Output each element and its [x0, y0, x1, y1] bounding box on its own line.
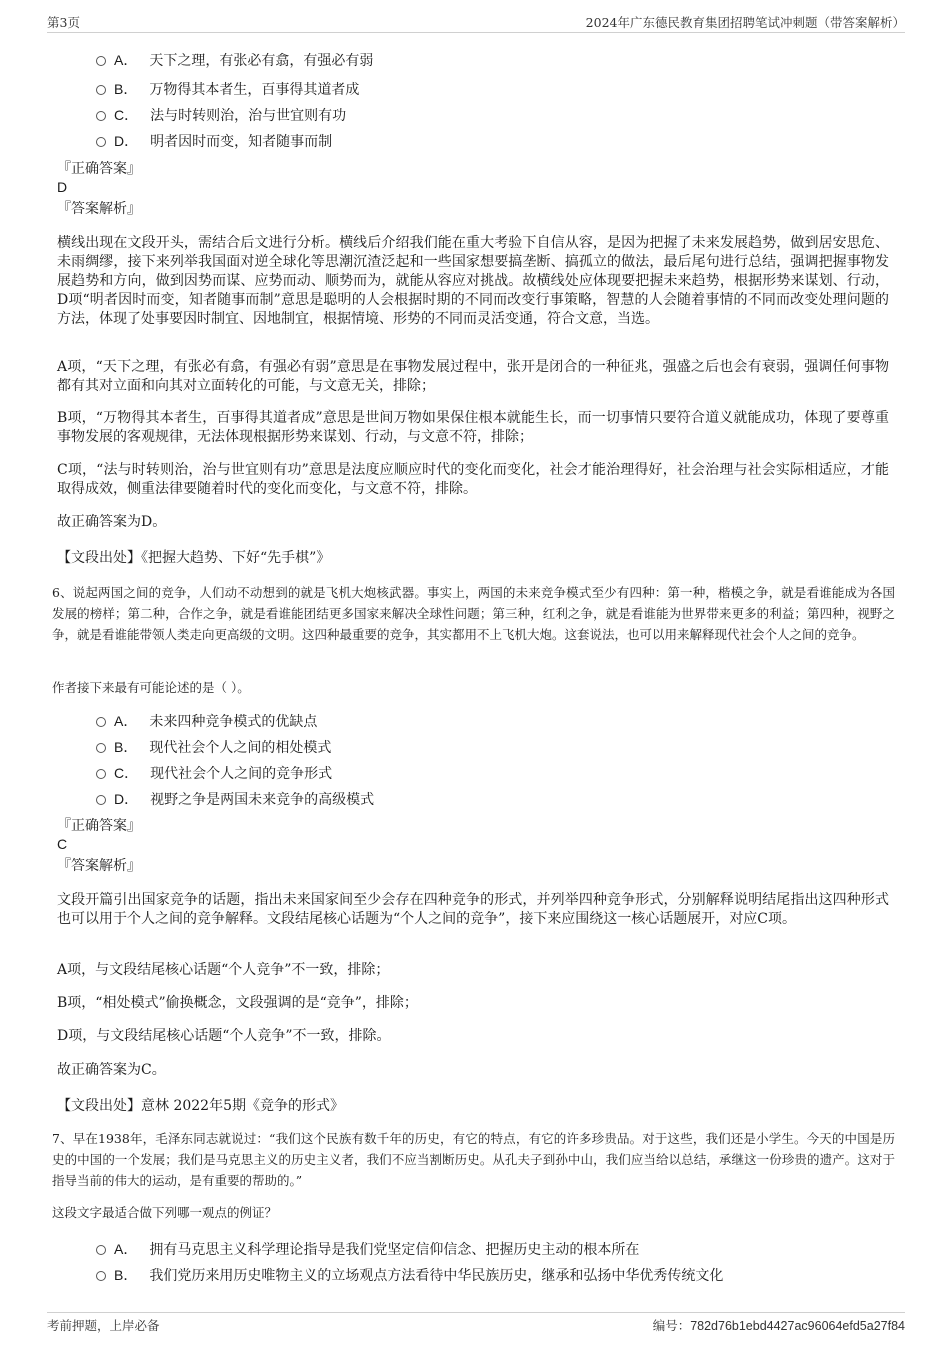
q5-analysis-a: A项，“天下之理，有张必有翕，有强必有弱”意思是在事物发展过程中，张开是闭合的一种征兆，强盛之后也会有衰弱，强调任何事物都有其对立面和向其对立面转化的可能，与文意无关，排除；	[57, 359, 889, 394]
footer-slogan: 考前押题，上岸必备	[47, 1318, 160, 1333]
q6-option-a[interactable]: A． 未来四种竞争模式的优缺点	[96, 711, 317, 732]
radio-icon[interactable]	[96, 56, 106, 66]
page-footer	[47, 1312, 905, 1337]
q6-analysis-main: 文段开篇引出国家竞争的话题，指出未来国家间至少会存在四种竞争的形式，并列举四种竞争形式，分别解释说明结尾指出这四种形式也可以用于个人之间的竞争解释。文段结尾核心话题为“个人之间的竞争”，接下来应围绕这一核心话题展开，对应C项。	[57, 892, 889, 927]
analysis-label: 『答案解析』	[57, 858, 141, 874]
q5-analysis-c: C项，“法与时转则治，治与世宜则有功”意思是法度应顺应时代的变化而变化，社会才能治理得好，社会治理与社会实际相适应，才能取得成效，侧重法律要随着时代的变化而变化，与文意不符，排除。	[57, 462, 889, 497]
q5-analysis-main: 横线出现在文段开头，需结合后文进行分析。横线后介绍我们能在重大考验下自信从容，是因为把握了未来发展趋势，做到居安思危、未雨绸缪，接下来列举我国面对逆全球化等思潮沉渣泛起和一些国家想要搞垄断、搞孤立的做法，最后尾句进行总结，强调把握事物发展趋势和方向，做到因势而谋、应势而动、顺势而为，就能从容应对挑战。故横线处应体现要把握未来趋势，根据形势来谋划、行动，D项“明者因时而变，知者随事而制”意思是聪明的人会根据时期的不同而改变行事策略，智慧的人会随着事情的不同而改变处理问题的方法，体现了处事要因时制宜、因地制宜，根据情境、形势的不同而灵活变通，符合文意，当选。	[57, 235, 889, 327]
q5-option-d[interactable]: D． 明者因时而变，知者随事而制	[96, 131, 332, 152]
radio-icon[interactable]	[96, 795, 106, 805]
q5-option-b[interactable]: B． 万物得其本者生，百事得其道者成	[96, 79, 359, 100]
q6-source: 【文段出处】意林 2022年5期《竞争的形式》	[57, 1098, 344, 1114]
q5-option-c[interactable]: C． 法与时转则治，治与世宜则有功	[96, 105, 346, 126]
correct-answer-label: 『正确答案』	[57, 161, 141, 177]
page-number: 第3页	[47, 15, 80, 30]
q7-question: 这段文字最适合做下列哪一观点的例证？	[52, 1205, 278, 1220]
radio-icon[interactable]	[96, 137, 106, 147]
q6-analysis-a: A项，与文段结尾核心话题“个人竞争”不一致，排除；	[57, 962, 390, 978]
q5-option-a[interactable]: A． 天下之理，有张必有翕，有强必有弱	[96, 50, 373, 71]
radio-icon[interactable]	[96, 111, 106, 121]
radio-icon[interactable]	[96, 1245, 106, 1255]
radio-icon[interactable]	[96, 1271, 106, 1281]
radio-icon[interactable]	[96, 743, 106, 753]
q6-analysis-b: B项，“相处模式”偷换概念，文段强调的是“竞争”，排除；	[57, 995, 418, 1011]
q6-option-b[interactable]: B． 现代社会个人之间的相处模式	[96, 737, 331, 758]
q7-option-a[interactable]: A． 拥有马克思主义科学理论指导是我们党坚定信仰信念、把握历史主动的根本所在	[96, 1239, 639, 1260]
q6-conclusion: 故正确答案为C。	[57, 1062, 166, 1078]
document-title: 2024年广东德民教育集团招聘笔试冲刺题（带答案解析）	[585, 15, 905, 30]
document-id: 编号：782d76b1ebd4427ac96064efd5a27f84	[652, 1319, 905, 1333]
analysis-label: 『答案解析』	[57, 201, 141, 217]
radio-icon[interactable]	[96, 769, 106, 779]
q5-source: 【文段出处】《把握大趋势、下好“先手棋”》	[57, 550, 331, 566]
q6-question: 作者接下来最有可能论述的是（ ）。	[52, 680, 250, 695]
q5-answer: D	[57, 179, 68, 195]
q6-analysis-d: D项，与文段结尾核心话题“个人竞争”不一致，排除。	[57, 1028, 391, 1044]
q7-option-b[interactable]: B． 我们党历来用历史唯物主义的立场观点方法看待中华民族历史，继承和弘扬中华优秀传统文化	[96, 1265, 723, 1286]
q7-stem: 7、早在1938年，毛泽东同志就说过：“我们这个民族有数千年的历史，有它的特点，有它的许多珍贵品。对于这些，我们还是小学生。今天的中国是历史的中国的一个发展；我们是马克思主义的历史主义者，我们不应当割断历史。从孔夫子到孙中山，我们应当给以总结，承继这一份珍贵的遗产。这对于指导当前的伟大的运动，是有重要的帮助的。”	[52, 1131, 895, 1188]
q6-answer: C	[57, 836, 68, 852]
q6-stem: 6、说起两国之间的竞争，人们动不动想到的就是飞机大炮核武器。事实上，两国的未来竞争模式至少有四种：第一种，楷模之争，就是看谁能成为各国发展的榜样；第二种，合作之争，就是看谁能团结更多国家来解决全球性问题；第三种，红利之争，就是看谁能为世界带来更多的利益；第四种，视野之争，就是看谁能带领人类走向更高级的文明。这四种最重要的竞争，其实都用不上飞机大炮。这套说法，也可以用来解释现代社会个人之间的竞争。	[52, 585, 895, 642]
page-header	[47, 10, 905, 33]
radio-icon[interactable]	[96, 717, 106, 727]
q5-analysis-b: B项，“万物得其本者生，百事得其道者成”意思是世间万物如果保住根本就能生长，而一切事情只要符合道义就能成功，体现了要尊重事物发展的客观规律，无法体现根据形势来谋划、行动，与文意不符，排除；	[57, 410, 889, 445]
radio-icon[interactable]	[96, 85, 106, 95]
correct-answer-label: 『正确答案』	[57, 818, 141, 834]
q6-option-c[interactable]: C． 现代社会个人之间的竞争形式	[96, 763, 332, 784]
q5-conclusion: 故正确答案为D。	[57, 514, 167, 530]
q6-option-d[interactable]: D． 视野之争是两国未来竞争的高级模式	[96, 789, 374, 810]
